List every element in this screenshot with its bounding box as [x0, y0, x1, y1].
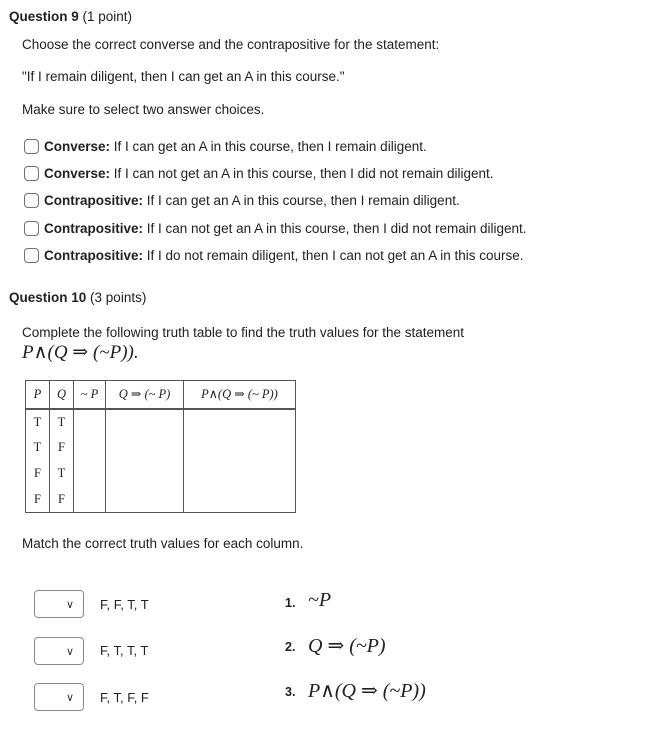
checkbox[interactable]: [24, 166, 39, 181]
option-contrapositive-3[interactable]: [24, 245, 524, 265]
checkbox[interactable]: [24, 248, 39, 263]
question-10-points: (3 points): [90, 290, 147, 305]
truth-table-header: [26, 381, 296, 409]
truth-table: [25, 380, 296, 513]
cell-empty: [106, 409, 184, 513]
checkbox[interactable]: [24, 139, 39, 154]
cell-empty: [74, 409, 106, 513]
cell-p: F: [26, 461, 50, 487]
header-q: Q: [50, 381, 74, 409]
question-10-expression: P∧(Q ⇒ (~P)).: [22, 342, 139, 363]
target-expression-2: Q ⇒ (~P): [308, 635, 386, 657]
question-10-label: Question 10: [9, 290, 87, 305]
option-label: Contrapositive: If I do not remain diligent, then I can not get an A in this course.: [44, 247, 524, 263]
cell-p: F: [26, 487, 50, 513]
cell-q: F: [50, 487, 74, 513]
cell-q: T: [50, 409, 74, 435]
chevron-down-icon: ∨: [65, 692, 74, 704]
option-label: Contrapositive: If I can not get an A in this course, then I did not remain diligent.: [44, 220, 527, 236]
match-prompt: Match the correct truth values for each column.: [22, 536, 304, 551]
question-10-title: [9, 290, 146, 305]
header-p-and-q-implies-not-p: P∧(Q ⇒ (~ P)): [184, 381, 296, 409]
option-label: Contrapositive: If I can get an A in this course, then I remain diligent.: [44, 192, 460, 208]
cell-empty: [184, 409, 296, 513]
question-9-prompt: Choose the correct converse and the contrapositive for the statement:: [22, 37, 440, 52]
option-contrapositive-2[interactable]: [24, 218, 527, 238]
header-q-implies-not-p: Q ⇒ (~ P): [106, 381, 184, 409]
option-contrapositive-1[interactable]: [24, 190, 460, 210]
header-not-p: ~ P: [74, 381, 106, 409]
option-converse-2[interactable]: [24, 163, 494, 183]
option-label: Converse: If I can not get an A in this course, then I did not remain diligent.: [44, 165, 494, 181]
match-choice-3: F, T, F, F: [100, 690, 149, 705]
cell-q: F: [50, 435, 74, 461]
cell-p: T: [26, 435, 50, 461]
match-dropdown-2[interactable]: [34, 637, 84, 665]
option-converse-1[interactable]: [24, 136, 427, 156]
question-10-prompt: Complete the following truth table to find the truth values for the statement: [22, 325, 464, 340]
chevron-down-icon: ∨: [65, 599, 74, 611]
match-choice-1: F, F, T, T: [100, 597, 149, 612]
target-expression-1: ~P: [308, 589, 332, 611]
question-9-instruction: Make sure to select two answer choices.: [22, 102, 265, 117]
chevron-down-icon: ∨: [65, 646, 74, 658]
match-dropdown-1[interactable]: [34, 590, 84, 618]
checkbox[interactable]: [24, 221, 39, 236]
option-label: Converse: If I can get an A in this course, then I remain diligent.: [44, 138, 427, 154]
cell-q: T: [50, 461, 74, 487]
cell-p: T: [26, 409, 50, 435]
target-number-1: 1.: [285, 596, 296, 610]
question-9-statement: "If I remain diligent, then I can get an A in this course.": [22, 69, 345, 84]
match-choice-2: F, T, T, T: [100, 643, 149, 658]
header-p: P: [26, 381, 50, 409]
question-9-label: Question 9: [9, 9, 79, 24]
question-9-points: (1 point): [82, 9, 133, 24]
question-9-title: [9, 9, 132, 24]
match-dropdown-3[interactable]: [34, 683, 84, 711]
target-expression-3: P∧(Q ⇒ (~P)): [308, 680, 426, 702]
checkbox[interactable]: [24, 193, 39, 208]
table-row: [26, 409, 296, 435]
target-number-3: 3.: [285, 685, 296, 699]
target-number-2: 2.: [285, 640, 296, 654]
